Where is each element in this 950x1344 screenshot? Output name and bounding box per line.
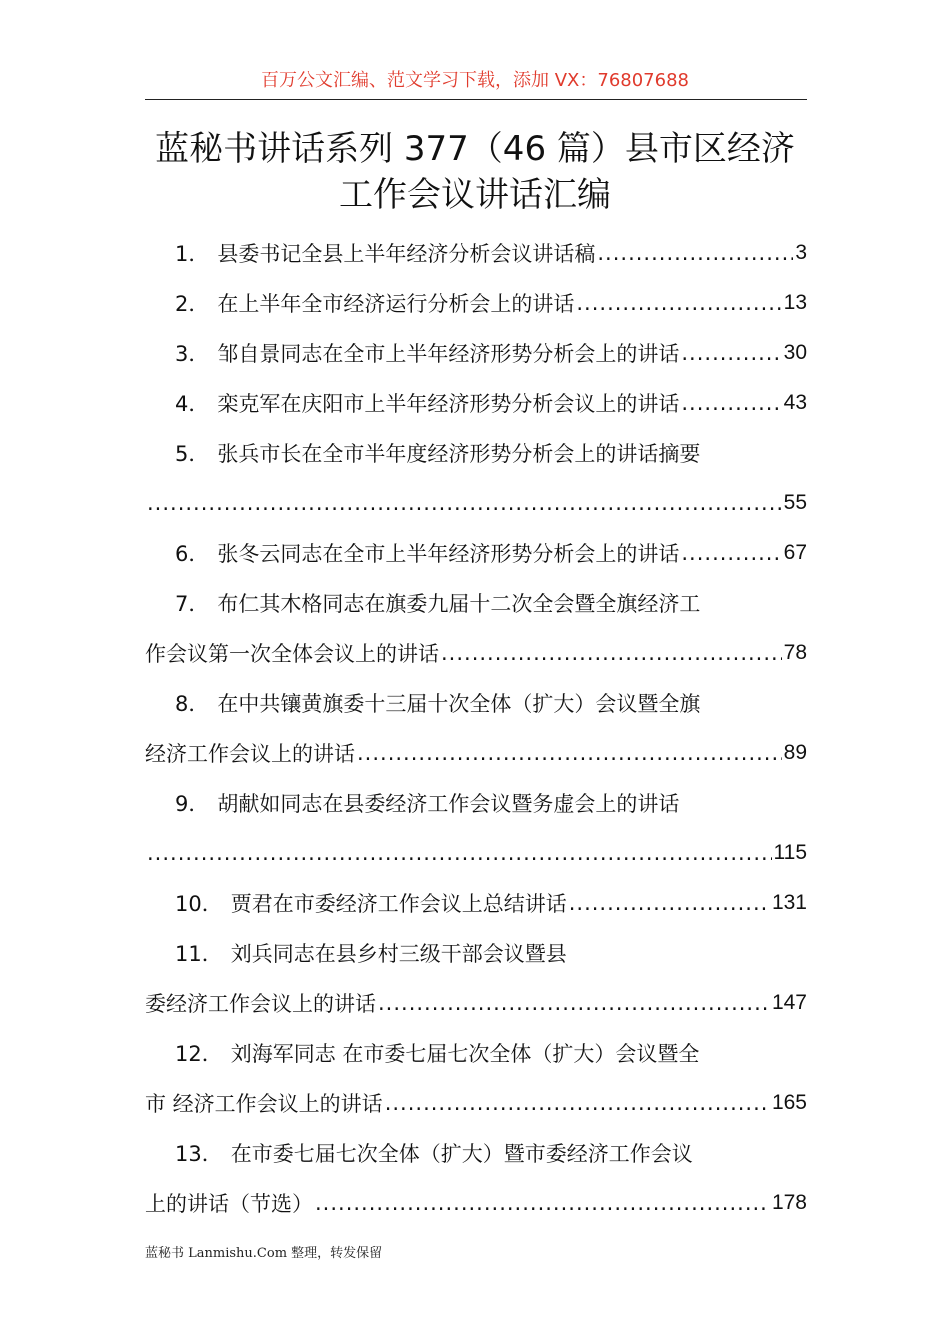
footer-note: 蓝秘书 Lanmishu.Com 整理，转发保留 <box>145 1246 383 1261</box>
table-of-contents <box>145 228 807 1228</box>
toc-title: 刘海军同志 在市委七届七次全体（扩大）会议暨全 <box>230 1042 700 1066</box>
toc-entry-6[interactable] <box>145 528 807 578</box>
toc-number: 5． <box>175 442 210 466</box>
toc-entry-1[interactable] <box>145 228 807 278</box>
toc-page: 131 <box>771 891 807 914</box>
toc-title: 在市委七届七次全体（扩大）暨市委经济工作会议 <box>230 1142 693 1166</box>
toc-number: 10． <box>175 892 223 916</box>
toc-entry-4[interactable] <box>145 378 807 428</box>
toc-page: 3 <box>795 241 807 264</box>
toc-entry-9[interactable] <box>145 778 807 828</box>
toc-number: 1． <box>175 242 210 266</box>
toc-leader <box>681 541 781 565</box>
toc-number: 12． <box>175 1042 223 1066</box>
toc-title: 邹自景同志在全市上半年经济形势分析会上的讲话 <box>217 342 680 366</box>
toc-entry-13-cont[interactable] <box>145 1178 807 1228</box>
toc-entry-8[interactable] <box>145 678 807 728</box>
toc-number: 11． <box>175 942 223 966</box>
toc-leader <box>147 491 782 515</box>
toc-entry-3[interactable] <box>145 328 807 378</box>
toc-title: 贾君在市委经济工作会议上总结讲话 <box>230 892 567 916</box>
toc-number: 13． <box>175 1142 223 1166</box>
toc-title-cont: 委经济工作会议上的讲话 <box>145 992 376 1016</box>
toc-leader <box>441 641 782 665</box>
toc-leader <box>597 241 793 265</box>
toc-entry-5-cont[interactable] <box>145 478 807 528</box>
toc-number: 4． <box>175 392 210 416</box>
toc-number: 2． <box>175 292 210 316</box>
toc-title: 胡献如同志在县委经济工作会议暨务虚会上的讲话 <box>217 792 680 816</box>
toc-entry-9-cont[interactable] <box>145 828 807 878</box>
toc-entry-7[interactable] <box>145 578 807 628</box>
toc-page: 178 <box>771 1191 807 1214</box>
toc-title-cont: 上的讲话（节选） <box>145 1192 313 1216</box>
toc-title: 刘兵同志在县乡村三级干部会议暨县 <box>230 942 567 966</box>
toc-number: 3． <box>175 342 210 366</box>
toc-leader <box>681 341 781 365</box>
toc-page: 147 <box>771 991 807 1014</box>
title-line-1: 蓝秘书讲话系列 377（46 篇）县市区经济 <box>155 129 795 169</box>
toc-leader <box>385 1091 770 1115</box>
toc-leader <box>147 841 772 865</box>
toc-leader <box>681 391 781 415</box>
toc-entry-13[interactable] <box>145 1128 807 1178</box>
toc-entry-12[interactable] <box>145 1028 807 1078</box>
toc-entry-8-cont[interactable] <box>145 728 807 778</box>
toc-title: 布仁其木格同志在旗委九届十二次全会暨全旗经济工 <box>217 592 701 616</box>
document-title <box>100 126 850 218</box>
toc-entry-11[interactable] <box>145 928 807 978</box>
toc-leader <box>569 891 770 915</box>
toc-page: 55 <box>783 491 807 514</box>
toc-number: 7． <box>175 592 210 616</box>
title-line-2: 工作会议讲话汇编 <box>339 175 611 215</box>
toc-page: 67 <box>783 541 807 564</box>
header-notice: 百万公文汇编、范文学习下载，添加 VX：76807688 <box>261 70 689 91</box>
toc-page: 78 <box>783 641 807 664</box>
toc-page: 89 <box>783 741 807 764</box>
toc-entry-12-cont[interactable] <box>145 1078 807 1128</box>
header-rule <box>145 99 807 100</box>
toc-title: 张冬云同志在全市上半年经济形势分析会上的讲话 <box>217 542 680 566</box>
toc-entry-2[interactable] <box>145 278 807 328</box>
toc-title-cont: 经济工作会议上的讲话 <box>145 742 355 766</box>
toc-title: 县委书记全县上半年经济分析会议讲话稿 <box>217 242 596 266</box>
toc-entry-10[interactable] <box>145 878 807 928</box>
toc-number: 9． <box>175 792 210 816</box>
toc-title-cont: 市 经济工作会议上的讲话 <box>145 1092 383 1116</box>
toc-number: 8． <box>175 692 210 716</box>
toc-leader <box>357 741 782 765</box>
toc-entry-7-cont[interactable] <box>145 628 807 678</box>
toc-title: 在中共镶黄旗委十三届十次全体（扩大）会议暨全旗 <box>217 692 701 716</box>
toc-page: 30 <box>783 341 807 364</box>
toc-page: 13 <box>783 291 807 314</box>
toc-page: 43 <box>783 391 807 414</box>
toc-title: 在上半年全市经济运行分析会上的讲话 <box>217 292 575 316</box>
toc-entry-5[interactable] <box>145 428 807 478</box>
toc-leader <box>315 1191 770 1215</box>
toc-page: 115 <box>773 841 807 864</box>
toc-number: 6． <box>175 542 210 566</box>
toc-page: 165 <box>771 1091 807 1114</box>
toc-leader <box>378 991 770 1015</box>
toc-leader <box>576 291 781 315</box>
toc-title: 栾克军在庆阳市上半年经济形势分析会议上的讲话 <box>217 392 680 416</box>
toc-title-cont: 作会议第一次全体会议上的讲话 <box>145 642 439 666</box>
toc-title: 张兵市长在全市半年度经济形势分析会上的讲话摘要 <box>217 442 701 466</box>
toc-entry-11-cont[interactable] <box>145 978 807 1028</box>
